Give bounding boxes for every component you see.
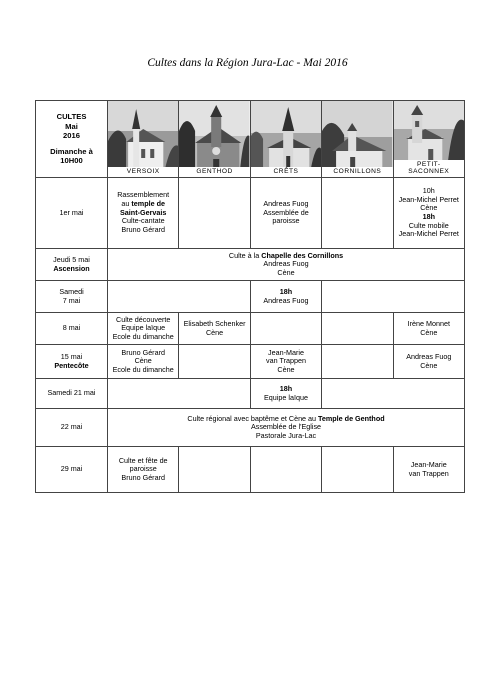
parish-header-genthod xyxy=(179,101,250,178)
cell-crets xyxy=(250,379,321,409)
cell-text: Equipe laïque xyxy=(263,392,308,402)
cell-cornillons xyxy=(322,345,393,379)
parish-header-crets xyxy=(250,101,321,178)
cell-text-bold: 18h xyxy=(279,383,293,393)
cell-crets xyxy=(250,313,321,345)
cell-text: Andreas Fuog Cène xyxy=(263,259,309,277)
date-text-bold: Ascension xyxy=(53,263,90,273)
cell-cornillons xyxy=(322,313,393,345)
date-text-bold: Pentecôte xyxy=(54,360,89,370)
cell-crets: Andreas Fuog Assemblée de paroisse xyxy=(250,178,321,249)
cell-text: Andreas Fuog xyxy=(263,295,309,305)
cell-genthod xyxy=(179,447,250,493)
table-row xyxy=(36,178,465,249)
cell-petit-saconnex: Irène Monnet Cène xyxy=(393,313,464,345)
date-text: Jeudi 5 mai xyxy=(53,254,90,264)
cell-empty-right xyxy=(322,379,465,409)
cell-crets xyxy=(250,447,321,493)
date-cell: 8 mai xyxy=(36,313,108,345)
cell-versoix: Bruno Gérard Cène Ecole du dimanche xyxy=(108,345,179,379)
cell-merged xyxy=(108,409,465,447)
date-cell xyxy=(36,249,108,281)
cell-petit-saconnex: Andreas Fuog Cène xyxy=(393,345,464,379)
date-cell: 29 mai xyxy=(36,447,108,493)
cell-text-bold: 18h xyxy=(422,212,435,221)
schedule-table xyxy=(35,100,465,493)
table-row xyxy=(36,379,465,409)
cell-crets: Jean-Marie van Trappen Cène xyxy=(250,345,321,379)
header-row xyxy=(36,101,465,178)
table-row xyxy=(36,249,465,281)
cell-genthod: Elisabeth Schenker Cène xyxy=(179,313,250,345)
parish-name-genthod: GENTHOD xyxy=(179,167,249,177)
table-row xyxy=(36,409,465,447)
cell-text: Culte mobile Jean-Michel Perret xyxy=(398,220,459,239)
cell-text: Assemblée de l'Eglise Pastorale Jura-Lac xyxy=(250,422,322,440)
cell-petit-saconnex xyxy=(393,178,464,249)
table-row xyxy=(36,281,465,313)
church-photo-versoix-icon xyxy=(108,101,178,177)
parish-name-cornillons: CORNILLONS xyxy=(322,167,392,177)
date-text: 15 mai xyxy=(60,351,83,361)
parish-header-cornillons xyxy=(322,101,393,178)
table-row xyxy=(36,313,465,345)
header-time-line: 10H00 xyxy=(60,156,83,166)
header-label-line: 2016 xyxy=(63,131,80,141)
cell-text: Culte à la xyxy=(228,250,262,260)
cell-cornillons xyxy=(322,178,393,249)
cell-text-bold: Temple de Genthod xyxy=(318,413,385,423)
cell-versoix: Culte et fête de paroisse Bruno Gérard xyxy=(108,447,179,493)
cell-text-bold: 18h xyxy=(279,286,293,296)
cell-genthod xyxy=(179,345,250,379)
page-title: Cultes dans la Région Jura-Lac - Mai 2016 xyxy=(147,57,348,69)
cell-text: Culte régional avec baptême et Cène au xyxy=(187,413,319,423)
header-label-cell xyxy=(36,101,108,178)
church-photo-genthod-icon xyxy=(179,101,249,177)
cell-text-bold: Chapelle des Cornillons xyxy=(261,250,344,260)
cell-merged xyxy=(108,249,465,281)
cell-text: Rassemblement au xyxy=(117,190,170,209)
date-cell: 22 mai xyxy=(36,409,108,447)
cell-empty-left xyxy=(108,281,251,313)
church-photo-crets-icon xyxy=(251,101,321,177)
cell-text: 10h Jean-Michel Perret Cène xyxy=(398,186,459,213)
parish-header-petit-saconnex xyxy=(393,101,464,178)
cell-text: Culte-cantate Bruno Gérard xyxy=(121,216,165,234)
table-row xyxy=(36,447,465,493)
cell-versoix: Culte découverte Equipe laïque Ecole du dimanche xyxy=(108,313,179,345)
header-label-line: Mai xyxy=(65,121,78,131)
header-label-line: CULTES xyxy=(56,112,87,122)
header-time-line: Dimanche à xyxy=(50,146,93,156)
parish-name-versoix: VERSOIX xyxy=(108,167,178,177)
parish-name-petit-saconnex: PETIT- SACONNEX xyxy=(394,160,464,177)
cell-petit-saconnex: Jean-Marie van Trappen xyxy=(393,447,464,493)
cell-crets xyxy=(250,281,321,313)
church-photo-cornillons-icon xyxy=(322,101,392,177)
cell-text-bold: temple de Saint-Gervais xyxy=(120,199,167,217)
date-cell xyxy=(36,345,108,379)
table-row xyxy=(36,345,465,379)
parish-name-crets: CRÊTS xyxy=(251,167,321,177)
date-cell: Samedi 21 mai xyxy=(36,379,108,409)
date-cell: 1er mai xyxy=(36,178,108,249)
parish-header-versoix xyxy=(108,101,179,178)
cell-cornillons xyxy=(322,447,393,493)
date-cell: Samedi 7 mai xyxy=(36,281,108,313)
cell-empty-right xyxy=(322,281,465,313)
cell-empty-left xyxy=(108,379,251,409)
cell-genthod xyxy=(179,178,250,249)
cell-versoix xyxy=(108,178,179,249)
